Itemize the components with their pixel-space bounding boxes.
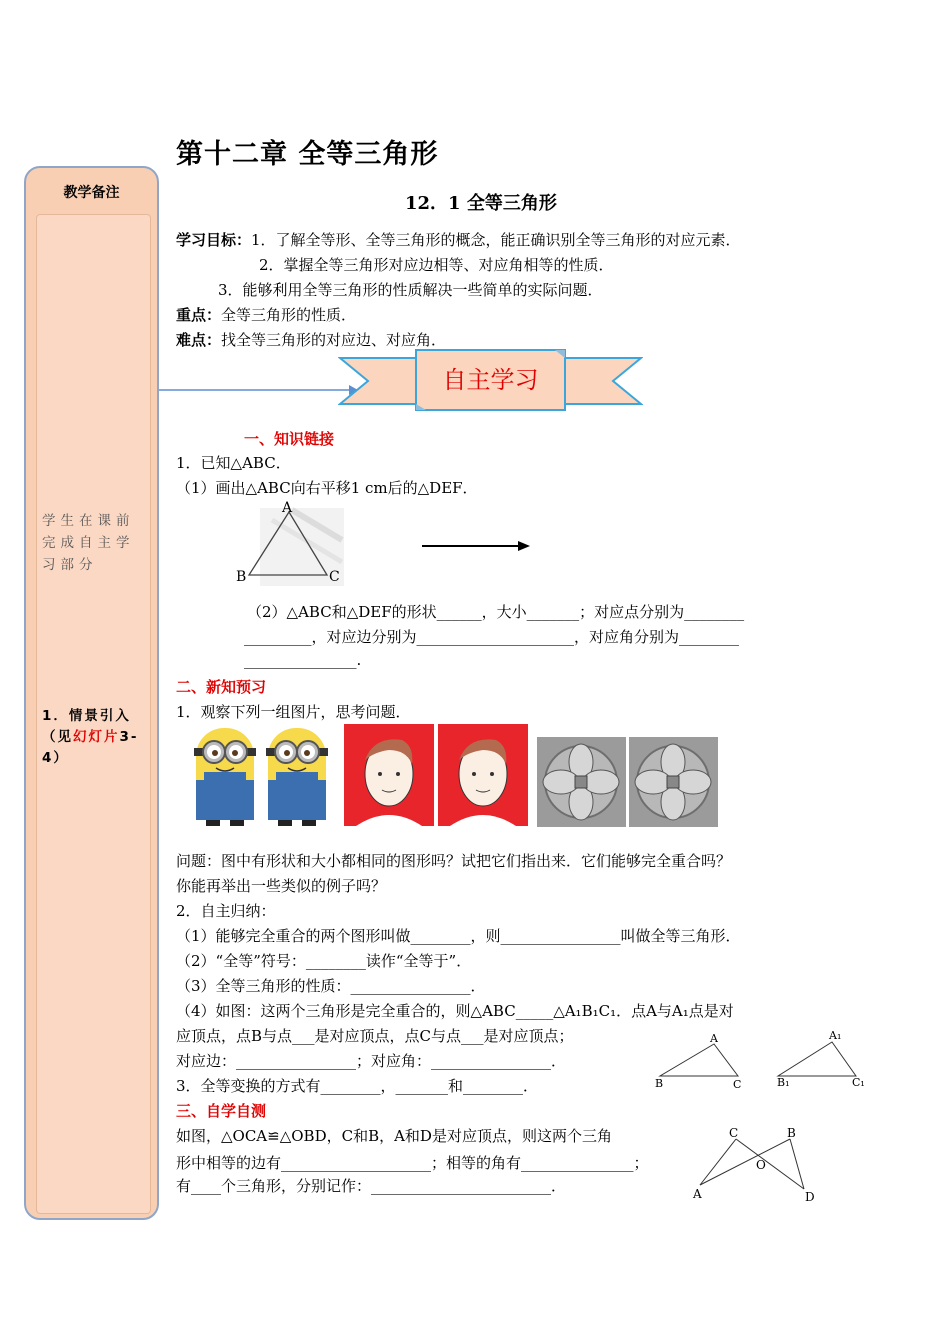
key-point-label: 重点： (176, 306, 222, 324)
fig2-label-a: A (710, 1032, 718, 1045)
part2-s2: （2）“全等”符号：________读作“全等于”． (176, 952, 472, 970)
part2-q1: 1．观察下列一组图片，思考问题． (176, 703, 411, 721)
part2-q2: 2．自主归纳： (176, 902, 276, 920)
sidebar-header: 教学备注 (63, 185, 120, 201)
part1-q1b-line3: _______________. (244, 651, 362, 669)
difficulty-label: 难点： (176, 331, 222, 349)
minions-image (190, 722, 332, 828)
sidebar-intro-suffix: 3-4） (42, 729, 139, 766)
fig3-label-o: O (756, 1158, 766, 1172)
teaching-notes-sidebar (24, 166, 159, 1220)
portraits-image (344, 724, 528, 826)
sidebar-intro (42, 706, 154, 769)
fig2-label-b: B (655, 1077, 664, 1090)
key-point (176, 304, 356, 325)
part2-question-2: 你能再举出一些类似的例子吗？ (176, 877, 387, 895)
fig2-label-c1: C₁ (852, 1076, 865, 1089)
part2-heading: 二、新知预习 (176, 678, 267, 696)
part3-line3: 有____个三角形，分别记作：________________________． (176, 1177, 567, 1195)
chapter-title: 第十二章 全等三角形 (176, 139, 439, 170)
translation-arrow (420, 538, 532, 554)
fig3-label-a: A (693, 1187, 702, 1201)
part1-heading: 一、知识链接 (244, 430, 335, 448)
fig2-label-c: C (733, 1078, 742, 1091)
part2-q3: 3．全等变换的方式有________，_______和________． (176, 1077, 539, 1095)
part1-q1b-line1: （2）△ABC和△DEF的形状______，大小_______；对应点分别为________ (247, 603, 745, 621)
key-point-text: 全等三角形的性质． (221, 306, 357, 324)
objectives-line-1 (176, 229, 741, 250)
part3-heading: 三、自学自测 (176, 1102, 267, 1120)
difficulty-text: 找全等三角形的对应边、对应角． (221, 331, 447, 349)
objective-2: 2．掌握全等三角形对应边相等、对应角相等的性质． (259, 256, 614, 274)
objectives-label: 学习目标： (176, 231, 252, 249)
tiles-image (537, 737, 719, 827)
part2-s1: （1）能够完全重合的两个图形叫做________，则________________叫做全等三角形． (176, 927, 741, 945)
sidebar-arrow (159, 380, 359, 400)
objective-3: 3．能够利用全等三角形的性质解决一些简单的实际问题． (218, 281, 603, 299)
fig3-label-c: C (729, 1126, 739, 1140)
part2-s4-line3: 对应边：________________；对应角：________________． (176, 1052, 567, 1070)
crossed-triangles-figure (690, 1125, 820, 1205)
section-title: 12．1 全等三角形 (405, 193, 557, 214)
part1-q1: 1．已知△ABC． (176, 454, 291, 472)
part1-q1b-line2: _________，对应边分别为_____________________，对应角分别为________ (244, 628, 740, 646)
fig2-label-a1: A₁ (829, 1029, 842, 1042)
banner-title: 自主学习 (442, 366, 539, 394)
label-c: C (329, 569, 340, 585)
part2-s3: （3）全等三角形的性质：________________． (176, 977, 486, 995)
fig2-label-b1: B₁ (777, 1076, 790, 1089)
part2-question-1: 问题：图中有形状和大小都相同的图形吗？试把它们指出来．它们能够完全重合吗？ (176, 852, 732, 870)
part1-q1a: （1）画出△ABC向右平移1 cm后的△DEF． (176, 479, 478, 497)
part3-line1: 如图，△OCA≌△OBD，C和B，A和D是对应顶点，则这两个三角 (176, 1127, 612, 1145)
sidebar-note: 学生在课前完成自主学习部分 (42, 513, 135, 573)
sidebar-intro-prefix: 1．情景引入（见 (42, 708, 131, 745)
fig3-label-d: D (805, 1190, 815, 1204)
fig3-label-b: B (787, 1126, 796, 1140)
label-b: B (236, 569, 247, 585)
sidebar-intro-slides: 幻灯片 (73, 729, 120, 745)
part3-line2: 形中相等的边有____________________；相等的角有_______________； (176, 1154, 649, 1172)
part2-s4-line2: 应顶点，点B与点___是对应顶点，点C与点___是对应顶点； (176, 1027, 574, 1045)
part2-s4-line1: （4）如图：这两个三角形是完全重合的，则△ABC_____△A₁B₁C₁．点A与A₁点是对 (176, 1002, 734, 1020)
label-a: A (282, 500, 293, 516)
objective-1: 1．了解全等形、全等三角形的概念，能正确识别全等三角形的对应元素． (251, 231, 741, 249)
